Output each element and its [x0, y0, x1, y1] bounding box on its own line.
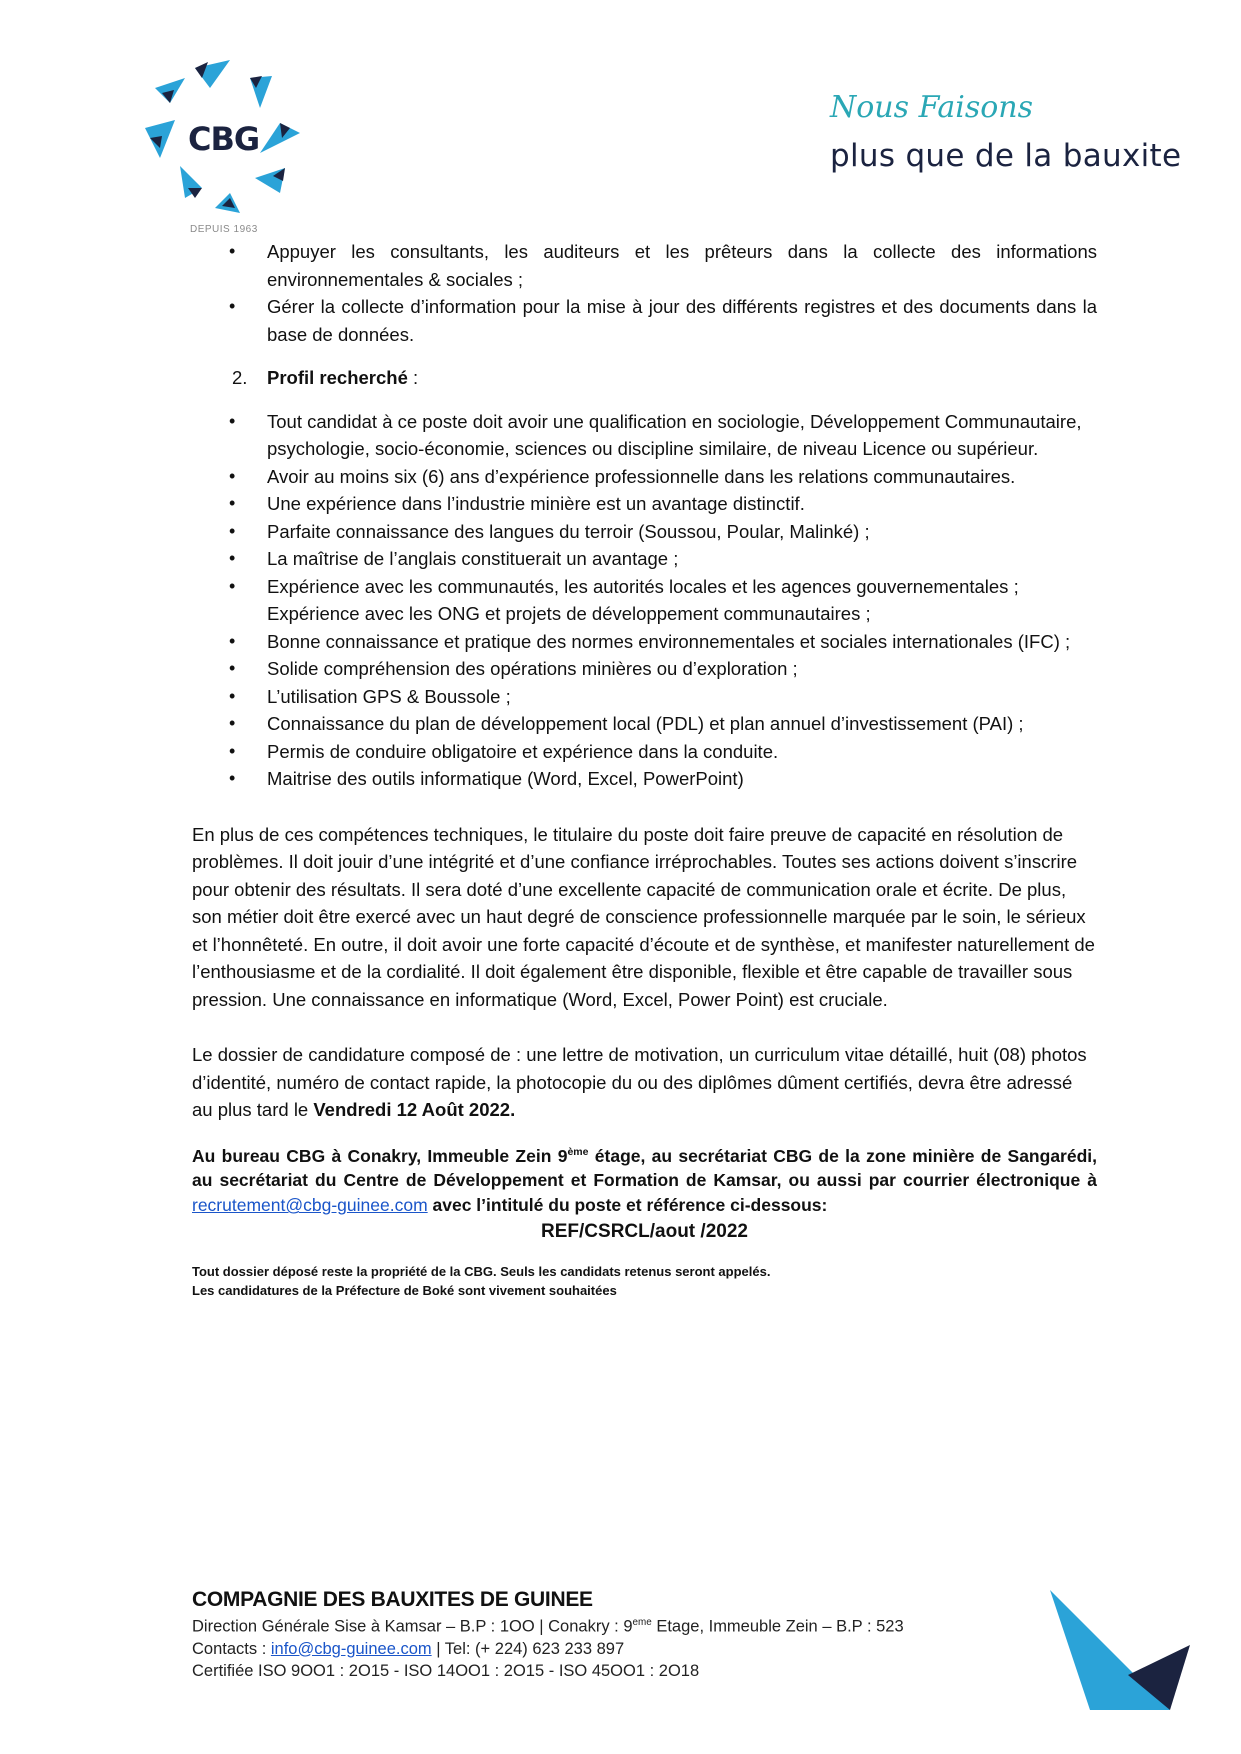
list-item: • Gérer la collecte d’information pour la mise à jour des différents registres et des documents dans la base de données. — [192, 293, 1097, 348]
address-text: Direction Générale Sise à Kamsar – B.P : 1OO | Conakry : 9 — [192, 1617, 633, 1636]
application-text: Le dossier de candidature composé de : une lettre de motivation, un curriculum vitae détaillé, huit (08) photos d’identité, numéro de contact rapide, la photocopie du ou des diplômes dûment certifiés, devra être adressé au plus tard le — [192, 1044, 1087, 1120]
section-title: Profil recherché — [267, 367, 408, 388]
submission-text: avec l’intitulé du poste et référence ci-dessous: — [427, 1195, 828, 1216]
cbg-logo — [140, 48, 310, 238]
list-item: • Solide compréhension des opérations minières ou d’exploration ; — [192, 655, 1097, 683]
superscript: eme — [632, 1617, 652, 1628]
list-item: • Tout candidat à ce poste doit avoir une qualification en sociologie, Développement Communautaire, psychologie, socio-économie, sciences ou discipline similaire, de niveau Licence ou supérieur. — [192, 408, 1097, 463]
application-paragraph — [192, 1041, 1097, 1124]
note-line: Tout dossier déposé reste la propriété de la CBG. Seuls les candidats retenus seront appelés. — [192, 1263, 771, 1279]
list-item: • Bonne connaissance et pratique des normes environnementales et sociales internationales (IFC) ; — [192, 628, 1097, 656]
deadline: Vendredi 12 Août 2022. — [313, 1099, 516, 1120]
address-text: Etage, Immeuble Zein – B.P : 523 — [651, 1617, 904, 1636]
intro-bullet-list — [192, 238, 1097, 348]
note-line: Les candidatures de la Préfecture de Boké sont vivement souhaitées — [192, 1282, 617, 1298]
section-suffix: : — [407, 367, 419, 388]
footer-certification: Certifiée ISO 9OO1 : 2O15 - ISO 14OO1 : 2O15 - ISO 45OO1 : 2O18 — [192, 1661, 700, 1680]
contact-email-link[interactable]: info@cbg-guinee.com — [270, 1639, 432, 1658]
list-item: • Parfaite connaissance des langues du terroir (Soussou, Poular, Malinké) ; — [192, 518, 1097, 546]
list-item: • Expérience avec les communautés, les autorités locales et les agences gouvernementales ; Expérience avec les ONG et projets de développement communautaires ; — [192, 573, 1097, 628]
cbg-logo-text: CBG — [188, 120, 260, 158]
notes — [192, 1262, 1097, 1300]
job-reference: REF/CSRCL/aout /2022 — [541, 1221, 748, 1243]
list-item: • Avoir au moins six (6) ans d’expérience professionnelle dans les relations communautaires. — [192, 463, 1097, 491]
submission-text: Au bureau CBG à Conakry, Immeuble Zein 9 — [192, 1145, 568, 1166]
slogan-script: Nous Faisons — [830, 90, 1033, 125]
list-item: • La maîtrise de l’anglais constituerait un avantage ; — [192, 545, 1097, 573]
submission-text: étage, au secrétariat CBG de la zone minière de Sangarédi, au secrétariat du Centre de Développement et Formation de Kamsar, ou aussi par courrier électronique à — [192, 1145, 1098, 1191]
footer-contacts — [192, 1638, 1012, 1660]
footer-address — [192, 1612, 1012, 1638]
submission-block — [192, 1140, 1097, 1219]
slogan-main: plus que de la bauxite — [830, 138, 1182, 174]
contacts-label: Contacts : — [192, 1639, 271, 1658]
list-item: • L’utilisation GPS & Boussole ; — [192, 683, 1097, 711]
list-item: • Appuyer les consultants, les auditeurs et les prêteurs dans la collecte des informations environnementales & sociales ; — [192, 238, 1097, 293]
footer-company-name: COMPAGNIE DES BAUXITES DE GUINEE — [192, 1588, 593, 1611]
corner-logo-icon — [1050, 1585, 1195, 1715]
slogan — [830, 90, 1220, 180]
list-item: • Maitrise des outils informatique (Word, Excel, PowerPoint) — [192, 765, 1097, 793]
skills-paragraph: En plus de ces compétences techniques, le titulaire du poste doit faire preuve de capacité en résolution de problèmes. Il doit jouir d’une intégrité et d’une confiance irréprochables. Toutes ses actions doivent s’inscrire pour obtenir des résultats. Il sera doté d’une excellente capacité de communication orale et écrite. De plus, son métier doit être exercé avec un haut degré de conscience professionnelle marquée par le soin, le sérieux et l’honnêteté. En outre, il doit avoir une forte capacité d’écoute et de synthèse, et manifester naturellement de l’enthousiasme et de la cordialité. Il doit également être disponible, flexible et être capable de travailler sous pression. Une connaissance en informatique (Word, Excel, Power Point) est cruciale. — [192, 823, 1095, 1010]
list-item: • Connaissance du plan de développement local (PDL) et plan annuel d’investissement (PAI) ; — [192, 710, 1097, 738]
contact-phone: | Tel: (+ 224) 623 233 897 — [431, 1639, 625, 1658]
section-heading — [232, 364, 1097, 392]
footer — [192, 1588, 1012, 1682]
document-body — [192, 238, 1097, 1300]
section-number: 2. — [232, 367, 248, 388]
cbg-logo-since: DEPUIS 1963 — [190, 224, 258, 235]
recruitment-email-link[interactable]: recrutement@cbg-guinee.com — [192, 1195, 428, 1216]
superscript: ème — [567, 1145, 589, 1158]
list-item: • Permis de conduire obligatoire et expérience dans la conduite. — [192, 738, 1097, 766]
profile-bullet-list — [192, 408, 1097, 793]
list-item: • Une expérience dans l’industrie minière est un avantage distinctif. — [192, 490, 1097, 518]
